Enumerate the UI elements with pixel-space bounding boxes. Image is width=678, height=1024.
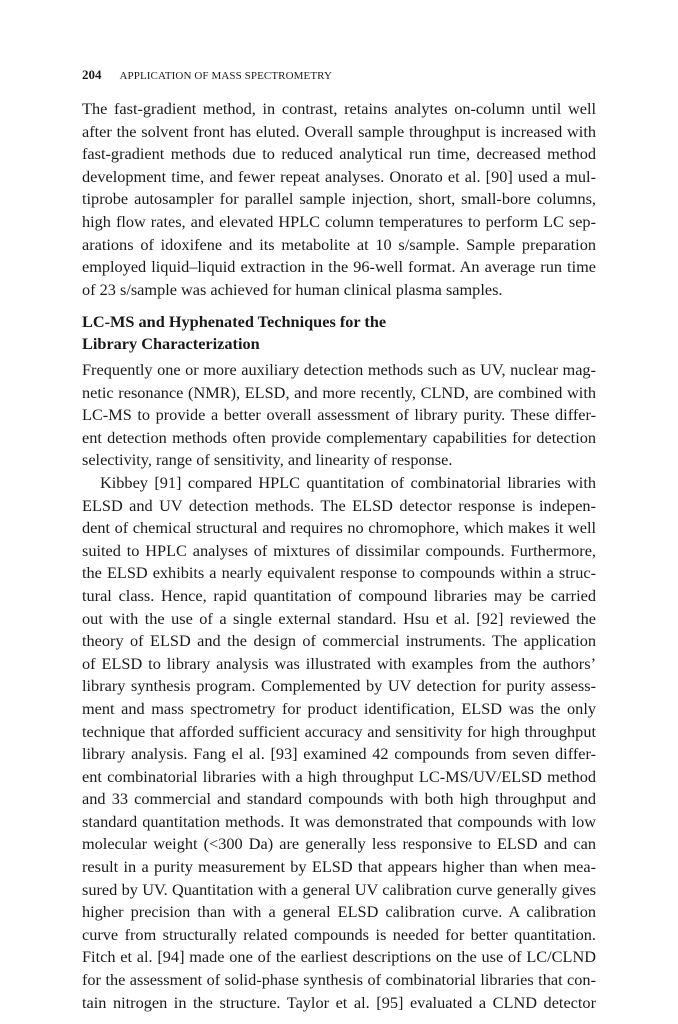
- text-line: high flow rates, and elevated HPLC column temperatures to perform LC sep-: [82, 211, 596, 231]
- text-line: result in a purity measurement by ELSD that appears higher than when mea-: [82, 857, 596, 877]
- paragraph-auxiliary-detection: [82, 359, 596, 472]
- text-line: dent of chemical structural and requires no chromophore, which makes it well: [82, 518, 596, 538]
- paragraph-kibbey: [82, 472, 596, 1014]
- text-line: library synthesis program. Complemented by UV detection for purity assess-: [82, 676, 596, 696]
- text-line: theory of ELSD and the design of commercial instruments. The application: [82, 631, 596, 651]
- text-line: standard quantitation methods. It was demonstrated that compounds with low: [82, 811, 596, 831]
- text-line: tain nitrogen in the structure. Taylor et al. [95] evaluated a CLND detector: [82, 992, 596, 1012]
- text-line: molecular weight (<300 Da) are generally less responsive to ELSD and can: [82, 834, 596, 854]
- text-line: after the solvent front has eluted. Overall sample throughput is increased with: [82, 121, 596, 141]
- text-line: Frequently one or more auxiliary detection methods such as UV, nuclear mag-: [82, 360, 596, 379]
- text-line: library analysis. Fang el al. [93] examined 42 compounds from seven differ-: [82, 744, 596, 764]
- text-line: of 23 s/sample was achieved for human clinical plasma samples.: [82, 279, 503, 299]
- section-heading-line: Library Characterization: [82, 334, 260, 353]
- text-line: selectivity, range of sensitivity, and linearity of response.: [82, 450, 453, 470]
- text-line: ent detection methods often provide complementary capabilities for detection: [82, 427, 596, 447]
- text-line: out with the use of a single external standard. Hsu et al. [92] reviewed the: [82, 608, 596, 628]
- text-line: Kibbey [91] compared HPLC quantitation of combinatorial libraries with: [100, 472, 596, 492]
- text-line: the ELSD exhibits a nearly equivalent response to compounds within a struc-: [82, 563, 596, 583]
- paragraph-section-body: [82, 359, 596, 1014]
- text-line: suited to HPLC analyses of mixtures of dissimilar compounds. Furthermore,: [82, 540, 596, 560]
- text-line: and 33 commercial and standard compounds with both high throughput and: [82, 789, 596, 809]
- text-line: higher precision than with a general ELSD calibration curve. A calibration: [82, 902, 596, 922]
- text-line: of ELSD to library analysis was illustrated with examples from the authors’: [82, 653, 596, 673]
- text-line: for the assessment of solid-phase synthesis of combinatorial libraries that con-: [82, 970, 596, 990]
- paragraph-fast-gradient: [82, 98, 596, 301]
- text-line: tural class. Hence, rapid quantitation of compound libraries may be carried: [82, 585, 596, 605]
- text-line: netic resonance (NMR), ELSD, and more recently, CLND, are combined with: [82, 382, 596, 402]
- text-line: ELSD and UV detection methods. The ELSD detector response is indepen-: [82, 495, 596, 515]
- text-line: LC-MS to provide a better overall assessment of library purity. These differ-: [82, 405, 596, 425]
- text-line: sured by UV. Quantitation with a general UV calibration curve generally gives: [82, 879, 596, 899]
- text-line: technique that afforded sufficient accuracy and sensitivity for high throughput: [82, 721, 596, 741]
- section-heading: [82, 311, 386, 355]
- running-head: [82, 66, 332, 82]
- text-line: fast-gradient methods due to reduced analytical run time, decreased method: [82, 144, 596, 164]
- text-line: employed liquid–liquid extraction in the 96-well format. An average run time: [82, 257, 596, 277]
- text-line: ent combinatorial libraries with a high throughput LC-MS/UV/ELSD method: [82, 766, 596, 786]
- text-line: curve from structurally related compounds is needed for better quantitation.: [82, 924, 596, 944]
- text-line: The fast-gradient method, in contrast, retains analytes on-column until well: [82, 99, 596, 118]
- text-line: arations of idoxifene and its metabolite at 10 s/sample. Sample preparation: [82, 234, 596, 254]
- text-line: tiprobe autosampler for parallel sample injection, short, small-bore columns,: [82, 189, 596, 209]
- text-line: ment and mass spectrometry for product identification, ELSD was the only: [82, 698, 596, 718]
- text-line: Fitch et al. [94] made one of the earliest descriptions on the use of LC/CLND: [82, 947, 596, 967]
- section-heading-line: LC-MS and Hyphenated Techniques for the: [82, 312, 387, 331]
- running-title: APPLICATION OF MASS SPECTROMETRY: [119, 70, 333, 82]
- page-number: 204: [82, 67, 102, 82]
- text-line: development time, and fewer repeat analyses. Onorato et al. [90] used a mul-: [82, 166, 596, 186]
